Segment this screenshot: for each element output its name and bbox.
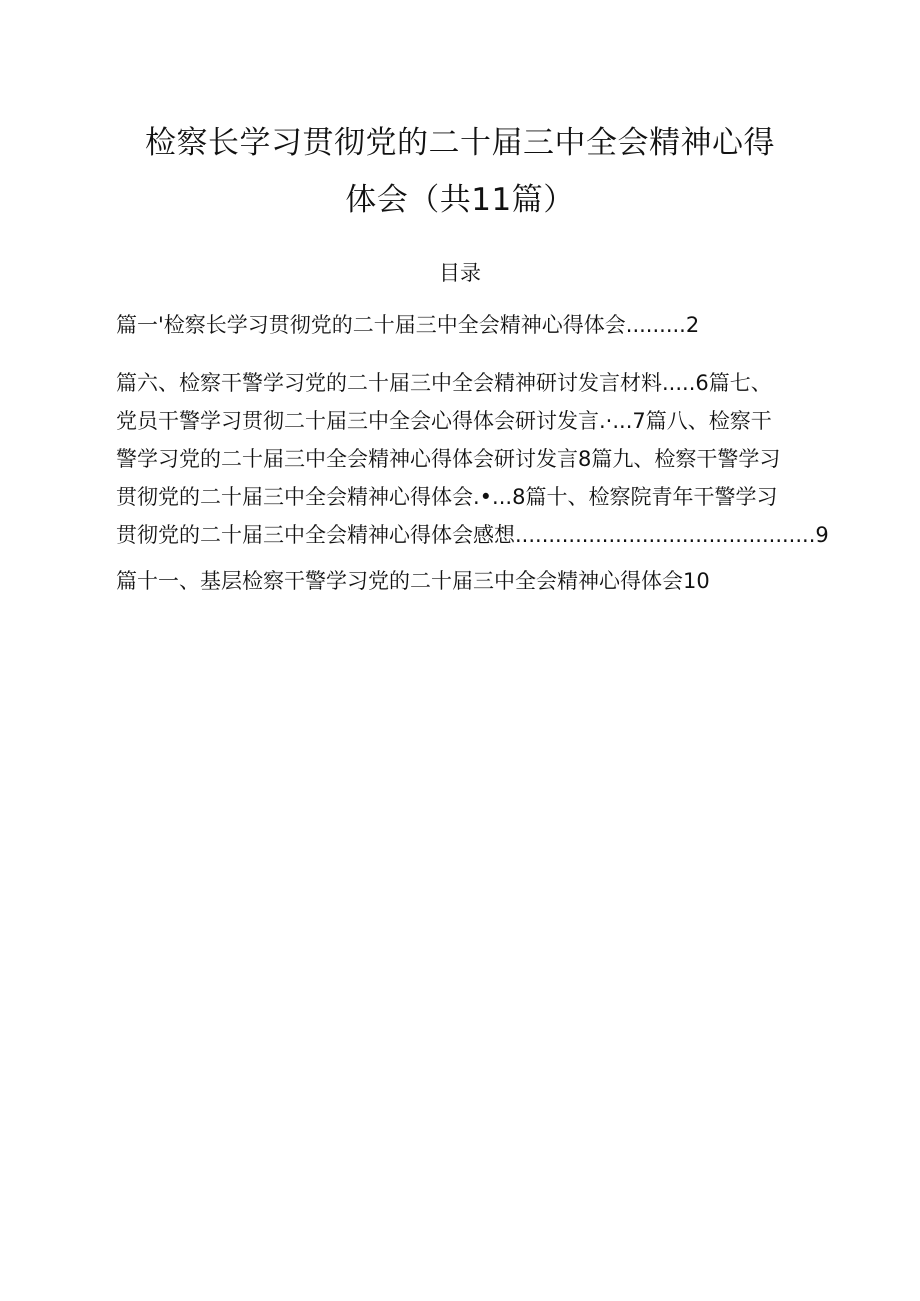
toc-line: 警学习党的二十届三中全会精神心得体会研讨发言8篇九、检察干警学习 <box>116 447 781 471</box>
toc-line: 党员干警学习贯彻二十届三中全会心得体会研讨发言.·...7篇八、检察干 <box>116 409 772 433</box>
document-title-line-2: 体会（共11篇） <box>345 182 575 218</box>
toc-line: 贯彻党的二十届三中全会精神心得体会感想.............................................9 <box>116 523 829 547</box>
toc-line: 篇一'检察长学习贯彻党的二十届三中全会精神心得体会.........2 <box>116 313 700 337</box>
toc-heading: 目录 <box>439 261 481 285</box>
toc-line: 贯彻党的二十届三中全会精神心得体会.•...8篇十、检察院青年干警学习 <box>116 485 778 509</box>
document-title-line-1: 检察长学习贯彻党的二十届三中全会精神心得 <box>145 125 775 161</box>
toc-line: 篇十一、基层检察干警学习党的二十届三中全会精神心得体会10 <box>116 569 710 593</box>
toc-line: 篇六、检察干警学习党的二十届三中全会精神研讨发言材料.....6篇七、 <box>116 371 772 395</box>
